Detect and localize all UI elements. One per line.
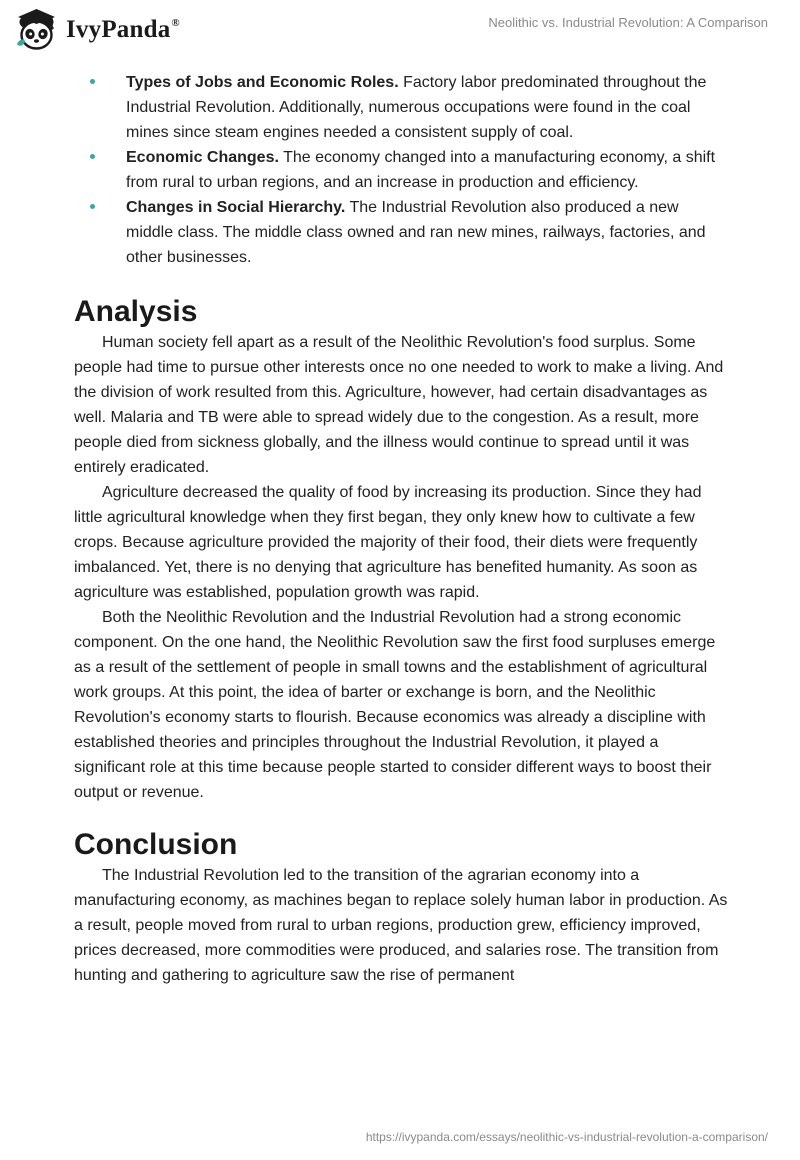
list-item	[74, 70, 730, 145]
bullet-term: Changes in Social Hierarchy.	[126, 199, 346, 216]
bullet-text: Factory labor predominated throughout the Industrial Revolution. Additionally, numerous occupations were found in the coal mines since steam engines needed a consistent supply of coal.	[126, 74, 707, 141]
analysis-heading: Analysis	[74, 295, 198, 328]
list-item	[74, 195, 730, 270]
brand-name	[66, 16, 180, 44]
conclusion-paragraph: The Industrial Revolution led to the transition of the agrarian economy into a manufacturing economy, as machines began to replace solely human labor in production. As a result, people moved from rural to urban regions, production grew, efficiency improved, prices decreased, more commodities were produced, and salaries rose. The transition from hunting and gathering to agriculture saw the rise of permanent	[74, 867, 728, 984]
registered-mark: ®	[171, 17, 180, 29]
brand-text: IvyPanda	[66, 16, 171, 43]
essay-content	[74, 70, 730, 988]
analysis-paragraph: Agriculture decreased the quality of food by increasing its production. Since they had little agricultural knowledge when they first began, they only knew how to cultivate a few crops. Because agriculture provided the majority of their food, their diets were frequently imbalanced. Yet, there is no denying that agriculture has benefited humanity. As soon as agriculture was established, population growth was rapid.	[74, 484, 702, 601]
panda-icon	[14, 8, 60, 52]
bullet-text: The Industrial Revolution also produced a new middle class. The middle class owned and ran new mines, railways, factories, and other businesses.	[126, 199, 706, 266]
bullet-text: The economy changed into a manufacturing economy, a shift from rural to urban regions, and an increase in production and efficiency.	[126, 149, 716, 191]
bullet-term: Types of Jobs and Economic Roles.	[126, 74, 399, 91]
bullet-term: Economic Changes.	[126, 149, 279, 166]
page-header	[0, 0, 800, 60]
conclusion-heading: Conclusion	[74, 828, 238, 861]
source-url[interactable]: https://ivypanda.com/essays/neolithic-vs-industrial-revolution-a-comparison/	[365, 1130, 768, 1144]
bullet-list	[74, 70, 730, 270]
document-title: Neolithic vs. Industrial Revolution: A Comparison	[488, 15, 768, 30]
bullet-dot-icon	[90, 79, 95, 84]
list-item	[74, 145, 730, 195]
analysis-paragraph: Human society fell apart as a result of the Neolithic Revolution's food surplus. Some people had time to pursue other interests once no one needed to work to make a living. And the division of work resulted from this. Agriculture, however, had certain disadvantages as well. Malaria and TB were able to spread widely due to the congestion. As a result, more people died from sickness globally, and the illness would continue to spread until it was entirely eradicated.	[74, 334, 724, 476]
bullet-dot-icon	[90, 154, 95, 159]
bullet-dot-icon	[90, 204, 95, 209]
ivypanda-logo[interactable]	[14, 8, 180, 52]
analysis-paragraph: Both the Neolithic Revolution and the Industrial Revolution had a strong economic component. On the one hand, the Neolithic Revolution saw the first food surpluses emerge as a result of the settlement of people in small towns and the establishment of agricultural work groups. At this point, the idea of barter or exchange is born, and the Neolithic Revolution's economy starts to flourish. Because economics was already a discipline with established theories and principles throughout the Industrial Revolution, it played a significant role at this time because people started to consider different ways to boost their output or revenue.	[74, 609, 716, 801]
